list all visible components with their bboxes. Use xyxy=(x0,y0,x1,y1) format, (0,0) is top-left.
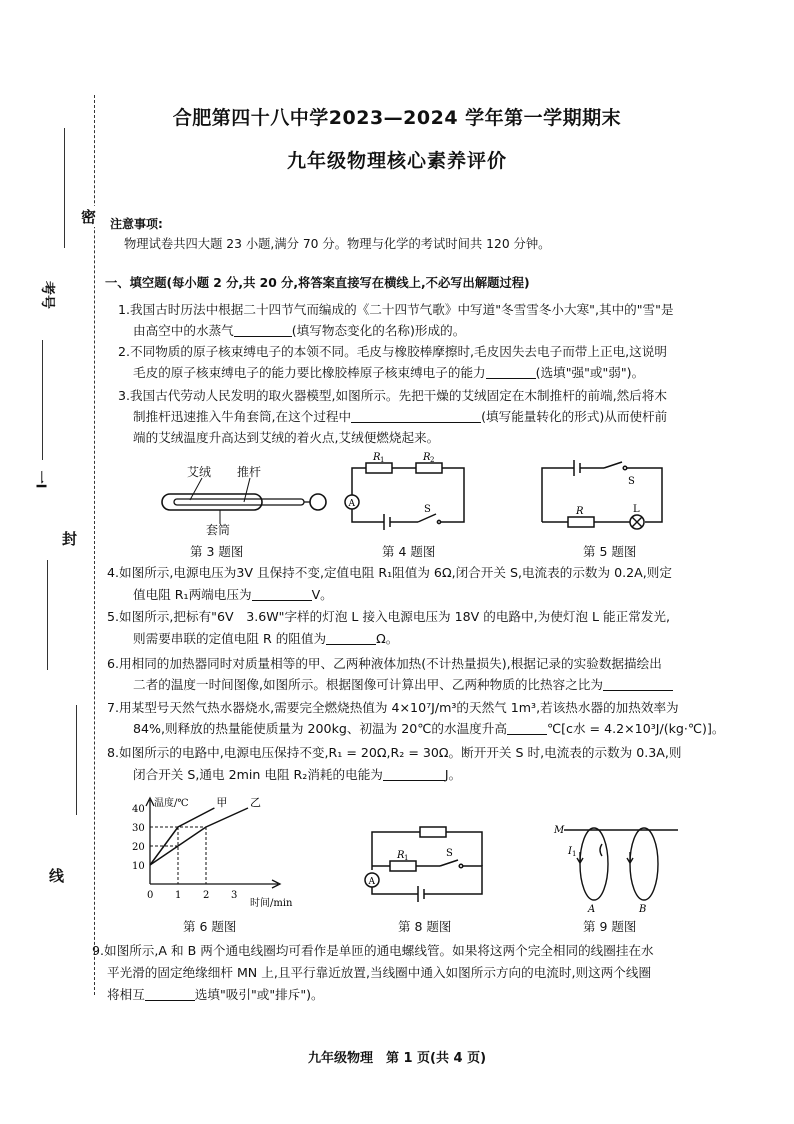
fig4-switch-label: S xyxy=(424,504,431,515)
question-5-line-2 xyxy=(133,628,398,649)
exam-number-label: 考号 xyxy=(39,281,55,309)
current-arrow-a xyxy=(577,852,583,863)
exam-title: 合肥第四十八中学2023—2024 学年第一学期期末 xyxy=(172,107,622,129)
fig8-r1-label: R xyxy=(397,850,405,861)
question-1-text-a: 由高空中的水蒸气 xyxy=(133,323,234,338)
question-3-text-a: 制推杆迅速推入牛角套筒,在这个过程中 xyxy=(133,409,352,424)
question-4-text-b: V。 xyxy=(311,587,333,602)
question-9-text-a: 将相互 xyxy=(107,987,145,1002)
exam-subtitle: 九年级物理核心素养评价 xyxy=(286,150,507,172)
answer-blank-1[interactable] xyxy=(234,322,292,337)
wire-left-bottom xyxy=(352,509,384,522)
fig9-current-label: I xyxy=(568,846,572,857)
question-2-line-1: 2.不同物质的原子核束缚电子的本领不同。毛皮与橡胶棒摩擦时,毛皮因失去电子而带上正电,这说明 xyxy=(118,344,667,359)
binding-mi: 密 xyxy=(81,208,97,226)
question-1-line-2 xyxy=(133,320,465,341)
fig4-r2-sub: 2 xyxy=(430,456,435,464)
leader-airong xyxy=(190,478,202,500)
page-footer: 九年级物理 第 1 页(共 4 页) xyxy=(307,1051,487,1066)
current-arrow-b xyxy=(627,852,633,863)
question-3-line-1: 3.我国古代劳动人民发明的取火器模型,如图所示。先把干燥的艾绒固定在木制推杆的前端,然后将木 xyxy=(118,388,667,403)
fig9-current-sub: 1 xyxy=(572,850,577,858)
question-6-line-1: 6.用相同的加热器同时对质量相等的甲、乙两种液体加热(不计热量损失),根据记录的实验数据描绘出 xyxy=(107,656,662,671)
y-axis-label: 温度/℃ xyxy=(154,798,189,809)
fig8-r1-sub: 1 xyxy=(404,854,409,862)
switch-blade xyxy=(440,860,458,866)
question-4-line-2 xyxy=(133,584,333,605)
answer-blank-6[interactable] xyxy=(603,676,673,691)
question-7-line-1: 7.用某型号天然气热水器烧水,需要完全燃烧热值为 4×10⁷J/m³的天然气 1m³,若该热水器的加热效率为 xyxy=(107,700,679,715)
question-7-text-b: ℃[c水 = 4.2×10³J/(kg·℃)]。 xyxy=(546,721,725,736)
question-9-line-3 xyxy=(107,984,324,1005)
wire-left-bottom xyxy=(372,887,418,894)
name-line xyxy=(47,560,48,670)
series-label-jia: 甲 xyxy=(216,796,228,809)
question-5-text-a: 则需要串联的定值电阻 R 的阻值为 xyxy=(133,631,327,646)
question-8-text-b: J。 xyxy=(444,767,462,782)
label-taotong: 套筒 xyxy=(206,523,231,537)
figure-9-caption: 第 9 题图 xyxy=(583,919,637,934)
coil-a xyxy=(580,828,608,900)
notes-label: 注意事项: xyxy=(110,217,163,231)
fig5-switch-label: S xyxy=(628,476,635,487)
question-7-line-2 xyxy=(133,718,724,739)
wire-branch-right xyxy=(442,866,482,894)
fig9-m-label: M xyxy=(554,825,565,836)
x-tick-label: 2 xyxy=(203,890,210,901)
y-tick-label: 10 xyxy=(132,861,145,872)
figure-6-graph xyxy=(128,792,318,912)
figure-4-caption: 第 4 题图 xyxy=(382,544,436,559)
sleeve-tube xyxy=(162,494,262,510)
question-3-line-2 xyxy=(133,406,667,427)
figure-6-caption: 第 6 题图 xyxy=(183,919,237,934)
notes-text: 物理试卷共四大题 23 小题,满分 70 分。物理与化学的考试时间共 120 分钟。 xyxy=(124,237,551,251)
figure-9-coils xyxy=(550,816,690,916)
fig9-a-label: A xyxy=(588,904,596,915)
question-9-line-2: 平光滑的固定绝缘细杆 MN 上,且平行靠近放置,当线圈中通入如图所示方向的电流时,则这两个线圈 xyxy=(107,965,652,980)
y-tick-label: 20 xyxy=(132,842,145,853)
series-label-yi: 乙 xyxy=(250,796,261,809)
question-6-text-a: 二者的温度一时间图像,如图所示。根据图像可计算出甲、乙两种物质的比热容之比为 xyxy=(133,677,603,692)
fig5-lamp-label: L xyxy=(633,504,640,515)
class-line xyxy=(76,705,77,815)
switch-blade xyxy=(418,514,436,522)
x-axis-label: 时间/min xyxy=(250,898,293,909)
exam-number-line-mid xyxy=(42,340,43,460)
figure-8-circuit xyxy=(360,820,500,910)
answer-blank-3[interactable] xyxy=(351,408,481,423)
question-2-text-a: 毛皮的原子核束缚电子的能力要比橡胶棒原子核束缚电子的能力 xyxy=(133,365,486,380)
coil-a-inner-mark xyxy=(600,844,602,856)
piston-knob xyxy=(310,494,326,510)
question-5-text-b: Ω。 xyxy=(376,631,399,646)
question-1-line-1: 1.我国古时历法中根据二十四节气而编成的《二十四节气歌》中写道"冬雪雪冬小大寒",其中的"雪"是 xyxy=(118,302,674,317)
y-tick-label: 40 xyxy=(132,804,145,815)
fig4-r1-label: R xyxy=(373,452,381,463)
figure-8-caption: 第 8 题图 xyxy=(398,919,452,934)
wire-top xyxy=(372,832,420,870)
question-8-text-a: 闭合开关 S,通电 2min 电阻 R₂消耗的电能为 xyxy=(133,767,383,782)
answer-blank-9[interactable] xyxy=(145,986,195,1001)
figure-4-circuit xyxy=(340,450,480,540)
question-8-line-2 xyxy=(133,764,461,785)
question-9-line-1: 9.如图所示,A 和 B 两个通电线圈均可看作是单匝的通电螺线管。如果将这两个完全相同的线圈挂在水 xyxy=(92,943,654,958)
wire-top-left xyxy=(542,468,574,522)
switch-contact xyxy=(437,520,440,523)
x-tick-label: 1 xyxy=(175,890,182,901)
fig8-ammeter-label: A xyxy=(368,877,375,887)
question-9-text-b: 选填"吸引"或"排斥")。 xyxy=(194,987,324,1002)
resistor-r2 xyxy=(420,827,446,837)
figure-5-circuit xyxy=(530,450,680,540)
binding-dashed-line xyxy=(94,95,95,995)
resistor-r1 xyxy=(390,861,416,871)
question-2-line-2 xyxy=(133,362,644,383)
answer-blank-2[interactable] xyxy=(486,364,536,379)
resistor-r2 xyxy=(416,463,442,473)
resistor-r1 xyxy=(366,463,392,473)
fig5-resistor-label: R xyxy=(576,506,584,517)
figure-5-caption: 第 5 题图 xyxy=(583,544,637,559)
resistor-r xyxy=(568,517,594,527)
x-tick-label: 3 xyxy=(231,890,238,901)
question-5-line-1: 5.如图所示,把标有"6V 3.6W"字样的灯泡 L 接入电源电压为 18V 的电路中,为使灯泡 L 能正常发光, xyxy=(107,609,671,624)
question-3-line-3: 端的艾绒温度升高达到艾绒的着火点,艾绒便燃烧起来。 xyxy=(133,430,440,445)
switch-blade xyxy=(604,462,622,468)
fig4-ammeter-label: A xyxy=(348,499,355,509)
question-6-line-2 xyxy=(133,674,673,695)
section-heading: 一、填空题(每小题 2 分,共 20 分,将答案直接写在横线上,不必写出解题过程) xyxy=(105,276,530,290)
question-1-text-b: (填写物态变化的名称)形成的。 xyxy=(291,323,466,338)
x-tick-label: 0 xyxy=(147,890,154,901)
y-tick-label: 30 xyxy=(132,823,145,834)
binding-feng: 封 xyxy=(62,530,78,548)
inner-rod xyxy=(174,499,304,505)
label-tuigan: 推杆 xyxy=(237,465,262,479)
fig9-b-label: B xyxy=(639,904,647,915)
binding-mark: 一I xyxy=(32,470,48,489)
answer-blank-5[interactable] xyxy=(326,630,376,645)
wire-top-left xyxy=(352,468,366,495)
fig4-r2-label: R xyxy=(423,452,431,463)
question-2-text-b: (选填"强"或"弱")。 xyxy=(535,365,645,380)
answer-blank-7[interactable] xyxy=(507,720,547,735)
answer-blank-8[interactable] xyxy=(383,766,445,781)
binding-xian: 线 xyxy=(49,867,65,885)
fig4-r1-sub: 1 xyxy=(380,456,385,464)
switch-contact xyxy=(623,466,627,470)
label-airong: 艾绒 xyxy=(187,465,212,479)
question-4-line-1: 4.如图所示,电源电压为3V 且保持不变,定值电阻 R₁阻值为 6Ω,闭合开关 S,电流表的示数为 0.2A,则定 xyxy=(107,565,672,580)
coil-b xyxy=(630,828,658,900)
question-4-text-a: 值电阻 R₁两端电压为 xyxy=(133,587,252,602)
question-8-line-1: 8.如图所示的电路中,电源电压保持不变,R₁ = 20Ω,R₂ = 30Ω。断开开关 S 时,电流表的示数为 0.3A,则 xyxy=(107,745,682,760)
question-7-text-a: 84%,则释放的热量能使质量为 200kg、初温为 20℃的水温度升高 xyxy=(133,721,507,736)
switch-contact xyxy=(459,864,463,868)
question-3-text-b: (填写能量转化的形式)从而使杆前 xyxy=(481,409,668,424)
figure-3-caption: 第 3 题图 xyxy=(190,544,244,559)
series-line-jia xyxy=(150,808,214,865)
answer-blank-4[interactable] xyxy=(252,586,312,601)
wire-top-right xyxy=(440,468,464,522)
fig8-switch-label: S xyxy=(446,848,453,859)
